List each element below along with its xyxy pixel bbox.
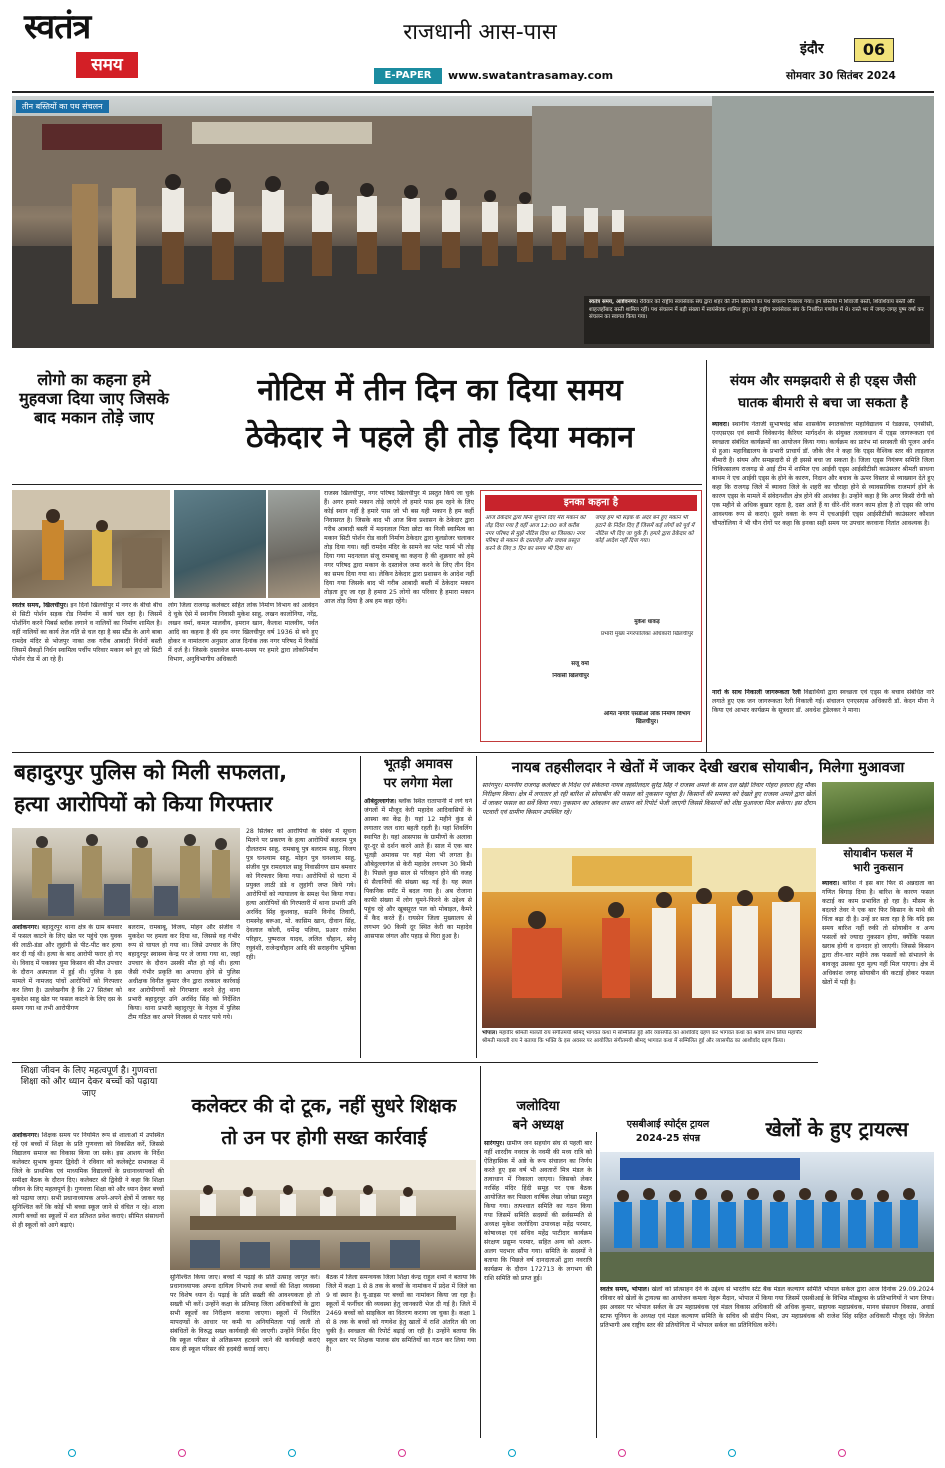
story3-photo-police-art [12,828,240,920]
story7-headline-l2: बने अध्यक्ष [512,1117,564,1133]
story8-vrule [596,1132,597,1438]
epaper-label: E-PAPER [374,68,442,84]
story1-quote-2-name: मुकेश धाकड़ [634,619,660,625]
story5-sub-l2: भारी नुकसान [852,862,904,875]
story4-column [364,758,472,1058]
page-number-box [854,38,894,62]
story1-side-head: लोगो का कहना हमे मुहवजा दिया जाए जिसके बाद मकान तोड़े जाए [19,370,169,428]
story2-sub [712,689,934,739]
story5-photo-bhagwat-art [482,848,816,1028]
story6-photo-meeting-art [170,1160,476,1270]
story1-headline-l1: नोटिस में तीन दिन का दिया समय [257,373,623,408]
story6-col1 [12,1132,164,1438]
story2-headline-l2: घातक बीमारी से बचा जा सकता है [738,394,908,411]
story1-quote-1-name: संजू वर्मा [571,661,589,667]
print-registration-marks [12,1448,934,1458]
top-photo-rss-march [12,96,934,348]
story3-photo-police [12,828,240,920]
website-link[interactable]: www.swatantrasamay.com [448,69,614,82]
story1-quote-box [480,490,702,742]
story2-text: स्थानीय नेताजी सुभाषचंद्र बोस शासकीय स्नातकोत्तर महाविद्यालय में रेडक्रास, एनसीसी, एनएसएस एवं स्वामी विवेकानंद कैरियर मार्गदर्शन के संयुक्त तत्वावधान में एड्स जागरूकता एवं स्वच्छता संबंधित कार्यक्रमों का आयोजन किया गया। कार्यक्रम का प्रारंभ मां सरस्वती की पूजन अर्चन से हुआ। महाविद्यालय के प्रभारी प्राचार्य डॉ. जौके जैन ने कहा कि एड्स वैश्विक स्तर की लाइलाज बीमारी है। संयम और समझदारी से ही इससे बचा जा सकता है। जिला एड्स नियंत्रण समिति जिला चिकित्सालय राजगढ़ से आई टीम में शामिल एच आईवी एड्स आईसीटीसी काउंसलर श्रीमती साधना बाथम ने एच आईवी एड्स के होने के कारण, निदान और बचाव के ऊपर विस्तार से व्याख्यान देते हुए कहा कि राजगढ़ जिले में ब्यावरा जिले के शहरी का चौराहा होने से व्यावसायिक राजमार्ग होने के कारण एड्स के मामले में संवेदनशील क्षेत्र होने की आशंका है। उन्होंने कहा है कि अगर किसी रोगी को एक महीने से अधिक बुखार रहता है, दस्त आते हैं या धीरे-धीरे वजन काम होता है तो एड्स की जांच आवश्यक रूप से कराएं। दूसरे वक्ता के रूप में एचआईवी एड्स आईसीटीसी काउंसलर कौशल चौपतोलिया ने भी यौन रोगों पर कहा कि इनका सही समय पर उपचार करवाना नितांत आवश्यक है। [712,421,934,527]
story6-col1-text: शिक्षक समय पर नियमित रूप से शालाओं में उपस्थित रहें एवं बच्चों में शिक्षा के प्रति गुणवत्ता को विकसित करें, जिससे विद्यालय समाज का विकास किया जा सके। इस आशय के निर्देश कलेक्टर सुभाष कुमार द्विवेदी ने रविवार को कलेक्ट्रेट सभाकक्ष में जिले के प्राथमिक एवं माध्यमिक विद्यालयों के प्रधानाध्यापकों की समीक्षा बैठक के दौरान दिए। कलेक्टर श्री द्विवेदी ने कहा कि शिक्षा जीवन के लिए महत्वपूर्ण है। गुणवत्ता शिक्षा को और ध्यान देकर बच्चों को पढ़ाया जाए। सभी प्रधानाध्यापक अपने-अपने क्षेत्रों में जाकर यह सुनिश्चित करें कि कोई भी बच्चा स्कूल जाने से वंचित न रहे। शाला त्यागी बच्चों का स्कूलों में शत प्रतिशत प्रवेश कराएं। सीमित संसाधनों से ही स्कूलों को आगे बढ़ाएं। [12,1132,164,1229]
story1-quote-2-role: प्रभारी मुख्य नगरपालिका अधिकारी खिलचीपुर [600,631,694,637]
top-photo-caption-text: रविवार को राष्ट्रीय स्वयंसेवक संघ द्वारा शहर की तीन बस्तियों का पथ संचलन निकाला गया। इन बस्तियों में शिवाजी बस्ती, शिवशिवाय बस्ती और शाहजहाँबाद बस्ती शामिल रहीं। पथ संचलन में बड़ी संख्या में स्वयंसेवक शामिल हुए। जो राष्ट्रीय स्वयंसेवक संघ के निर्धारित गणवेश में थे। रास्ते भर में जगह-जगह पुष्प वर्षा कर संचलन का स्वागत किया गया। [589,299,924,321]
story1-photo-women [12,490,170,598]
logo [24,8,164,78]
story1-col3: राजस्व खिलचीपुर, नगर परिषद खिलचीपुर में प्रस्तुत किये जा चुके हैं। अगर हमारे मकान तोड़े जाएंगे तो हमारे पास हम रहने के लिए कोई स्थान नहीं है हमारे पास जो भी बस यही मकान है हम कहीं निवासरत है। जिसके बाद भी आज बिना प्रशासन के ठेकेदार द्वारा गरीब आबादी बस्ती में मदनलाल पिता छोटा का निजी स्वामित्व का मकान सिटी पोर्शन रोड वाली निर्माण ठेकेदार द्वारा बुलडोजर चलाकर तोड़ दिया गया। वहीं रामदेव मंदिर के सामने का प्लेट फार्म भी तोड़ दिया गया मदनलाल संजू रामबाबू का कहना है की शुक्रवार को हमे नगर परिषद द्वारा मकान के दस्तावेज जमा करने के लिए तीन दिन का समय दिया गया था। लेकिन ठेकेदार द्वारा प्रशासन के आदेश नहीं दिया गया जिसके बाद भी गरीब आबादी बस्ती में ठेकेदार मकान तोड़ता हुए जा रहा है हमारा 25 लोगो का परिवार है हमारा मकान आज तोड़ दिया है अब हम कहा रहेंगे। [324,490,474,605]
story5-body [482,782,816,844]
story3-col1 [12,924,122,1058]
story3-headline-l2: हत्या आरोपियों को किया गिरफ्तार [14,792,273,816]
logo-bottom-box [76,52,138,78]
story4-lead: औबेदुल्लागंज। [364,797,397,805]
story1-quote-title: इनका कहना है [485,495,697,511]
story8-photo-group [600,1152,934,1282]
registration-marks-art [12,1448,934,1458]
masthead-rule [12,91,934,93]
story1-quote-1-role: निवासी खिलचीपुर [552,673,589,679]
story1-photo-women-art [12,490,170,598]
story6-col2: सुनिश्चित किया जाए। बच्चों में पढ़ाई के प्रति उत्साह जागृत करें। प्रधानाध्यापक अपना दायित्व निभाये तथा बच्चों की शिक्षा व्यवस्था पर विशेष ध्यान दें। पढ़ाई के प्रति सख्ती की आवश्यकता हो तो सख्ती भी करें। उन्होंने कक्षा के प्रतिमाह जिला अधिकारियों के द्वारा सभी स्कूलों का निरीक्षण कराया जाएगा। स्कूलों में निर्धारित मापदण्डों के आधार पर कमी या अनियमितता पाई जाती तो संबंधितों के विरुद्ध सख्त कार्यवाही की जाएगी। उन्होंने निर्देश दिए कि स्कूल परिसर से अतिक्रमण हटवाये जाने की कार्यवाही कराएं साथ ही स्कूल परिसर की हदबंदी कराई जाए। [170,1274,320,1353]
story6-side-head: शिक्षा जीवन के लिए महत्वपूर्ण है। गुणवत्ता शिक्षा को और ध्यान देकर बच्चों को पढ़ाया जाए [20,1066,158,1099]
story7-vrule [480,1066,481,1438]
story6-headline-l1: कलेक्टर की दो टूक, नहीं सुधरे शिक्षक [191,1095,457,1117]
story5-photo-caption-lead: भोपाल। [482,1030,498,1036]
story5-headline: नायब तहसीलदार ने खेतों में जाकर देखी खराब सोयाबीन, मिलेगा मुआवजा [511,760,905,776]
story5-sub-lead: ब्यावरा। [822,880,840,888]
story5-sub-column [822,848,934,1128]
story2-vrule [706,360,707,752]
story7-lead: सारंगपुर। [484,1139,505,1147]
story8-kicker-l1: एसबीआई स्पोर्ट्स ट्रायल [626,1119,710,1130]
row2-rule [12,752,934,753]
section-title: राजधानी आस-पास [403,20,557,45]
story1-quote-1: आज ठेकेदार द्वारा बिना सूचना दिए मेरा मकान को तोड़ दिया गया है वहीं आज 12:00 बजे करीब नगर परिषद से मुझे नोटिस दिया था जिसका। नगर परिषद से मकान के दस्तावेज़ और जवाब प्रस्तुत करने के लिए 3 दिन का समय भी दिया था। [485,515,586,553]
story8-body [600,1286,934,1438]
story1-photo-demolition-1 [174,490,266,598]
story6-col3: बैठक में जिला समन्वयक जिला शिक्षा केन्द्र राहुल शर्मा ने बताया कि जिले में कक्षा 1 से 8 तक के बच्चों के नामांकन में प्रदेश में जिले का 9 वां स्थान है। यू-डाइस पर बच्चों का नामांकन किया जा रहा है। स्कूलों में फर्नीचर की व्यवस्था हेतु जानकारी भेज दी गई है। जिले में 2469 बच्चों को साइकिल का वितरण कराया जा चुका है। कक्षा 1 से 8 तक के बच्चों को गणवेश हेतु खातों में राशि अंतरित की जा चुकी है। स्वच्छता की रिपोर्ट बढ़ाई जा रही है। उन्होंने बताया कि स्कूल स्तर पर शिक्षक पालक संघ समितियों का गठन कर लिया गया है। [326,1274,476,1353]
story8-photo-group-art [600,1152,934,1282]
story1-col2: लोग जिला राजगढ़ कलेक्टर सहित लोक निर्माण विभाग को आवेदन दे चुके ऐसे में स्थानीय निवासी मुकेश साहू, लखन कालोनिया, नरेंद्र, लखन वर्मा, कमल मालवीय, इमरान खान, कैलाश मालवीय, पर्वत आदि का कहना है की हम नगर खिलचीपुर वर्ष 1936 से बने हुए होकर व नामांतरण अनुसार आज दिनांक तक नगर परिषद में रिकॉर्ड में दर्ज है। जिसके दस्तावेज समय-समय पर हमारे द्वारा लोकनिर्माण विभाग, अनुविभागीय अधिकारी [168,602,318,663]
story7-text: ग्रामीण जन सहयोग संघ से पहली बार नहीं शारदीय नवरात्र के नवमी की मध्य रात्रि को ऐतिहासिक में अष्ठे के रूप संचालन का निर्णय करते हुए इस वर्ष भी अवतारों मित्र मंडल के तत्वाधान में निकाला जाएगा। जिसको लेकर नरसिंह मंदिर हिंदी समूह पर एक बैठक आयोजित कर पिछला वार्षिक लेखा जोखा प्रस्तुत किया गया। तत्पश्चात समिति का गठन किया गया जिसमें समिति सदस्यों की सर्वसम्मति से अध्यक्ष मुकेश जलोदिया उपाध्यक्ष महेंद्र परमार, कोषाध्यक्ष एवं सचिव महेंद्र पाटीदार कार्यक्रम संरक्षण प्रद्युम्न परमार, सहित अन्य को अलग-अलग पदभार सौंपा गया। समिति के सदस्यों ने बताया कि पिछले वर्ष दानदाताओं द्वारा नवरात्रि कार्यक्रम के दौरान 172713 के लगभग की राशि समिति को प्राप्त हुई। [484,1139,592,1282]
story5-sub-l1: सोयाबीन फसल में [843,848,913,860]
story8-lead: स्वतंत्र समय, भोपाल। [600,1286,650,1293]
story7-body [484,1140,592,1432]
story2-lead: ब्यावरा। [712,421,730,429]
story5-sub-text: बारिश ने इस बार फिर से अन्नदाता का गणित बिगाड़ दिया है। बारिश के कारण फसल कटाई का काम प्रभावित हो रहा है। मौसम के बदलते तेवर ने एक बार फिर किसान के माथे की चिंता बढ़ा दी है। उन्हें डर सता रहा है कि यदि इस समय बारिश नहीं रुकी तो सोयाबीन व अन्य फसलों को ज्यादा नुकसान होगा, क्योंकि फसल खराब होगी व दानदार हो जाएगी। जिससे किसान द्वारा तीन-चार महीने तक फसलों को संभालने के बावजूद उसका पूरा मूल्य नहीं मिल पाएगा। क्षेत्र में अधिकांश जगह सोयाबीन की कटाई होकर फसल खेतों में पड़ी है। [822,880,934,986]
page-number: 06 [862,40,886,59]
story2-sub-head: नारों के साथ निकाली जागरूकता रैली [712,689,801,697]
story2-column [712,360,934,752]
story1-headline-box [180,360,700,480]
story5-sub-body [822,880,934,1120]
top-photo-caption-box [584,296,930,344]
top-photo-tag: तीन बस्तियों का पथ संचलन [16,100,109,113]
story8-kicker-l2: 2024-25 संपन्न [635,1133,701,1144]
story1-divider [12,484,702,485]
story3-col2: बलराम, रामबाबू, विजय, मोहन और संजीव ने मुकदेश पर हमला कर दिया था, जिससे वह गंभीर रूप से घायल हो गया था। जिसे उपचार के लिए बहादुरपुर स्वास्थ्य केन्द्र पर ले जाया गया था, जहां उपचार के दौरान उसकी मौत हो गई थी। हत्या जैसी गंभीर प्रकृति का अपराध होने से पुलिस अधीक्षक विनीत कुमार जैन द्वारा तत्काल कार्रवाई कर आरोपीगणों को गिरफ्तार करने हेतु थाना प्रभारी बहादुरपुर उनि अरविंद सिंह को निर्देशित किया। थाना प्रभारी बहादुरपुर के नेतृत्व में पुलिस टीम गठित कर अपने निजस्व से पतार पाये गये। [128,924,240,1021]
city-badge [800,38,908,62]
story2-sub-text: विद्यार्थियों द्वारा स्वच्छता एवं एड्स के बचाव संबंधित नारे लगाते हुए एक जन जागरूकता रैली निकाली गई। संचालन एनएसएस अधिकारी डॉ. केदन मीना ने किया एवं आभार कार्यक्रम के सूत्रधार डॉ. अवधेश टुंडेलकर ने माना। [712,689,934,714]
story6-headline-l2: तो उन पर होगी सख्त कार्रवाई [221,1127,427,1149]
story1-quote-2: जगह हम भी सड़क के अंदर बने हुए मकान भी हटाने के निर्देश दिए हैं जिसमें कई लोगों को पूर्व में नोटिस भी दिए जा चुके हैं। हमारे द्वारा ठेकेदार को कोई आदेश नहीं दिया गया। [595,515,695,545]
story3-col1-text: बहादुरपुर थाना क्षेत्र के ग्राम बमवार में फसल काटने के लिए खेत पर पहुंचे एक युवक की लाठी-डंडा और लुहांगी से पीट-पीट कर हत्या कर दी गई थी। हत्या के बाद आरोपी फरार हो गए थे। विवाद में पकाका घुमा किसान की मौत उपचार के दौरान अस्पताल में हुई थी। पुलिस ने इस मामले में नामजद पांचों आरोपियों को गिरफ्तार कर लिया है। उल्लेखनीय है कि 27 सितंबर को मुकदेश साहू खेत पर फसल काटने के लिए दस के समय गया था तभी आरोपीगण [12,924,122,1012]
story7-column [484,1100,592,1440]
story4-text: ब्लॉक स्थित रातापानी में लगे घने जंगलों में मौजूद केरी महादेव आदिवासियों के आस्था का केंद्र है। यहां 12 महीने कुंड से लगातार जल धारा बहती रहती है। यहां शिवलिंग स्थापित है। यहां आसपास के ग्रामीणों के अलावा दूर-दूर से दर्शन करने आते हैं। साल में एक बार भूतड़ी अमावस पर यहां मेला भी लगता है। औबेदुल्लागंज से केरी महादेव लगभग 30 किमी है। पिछले कुछ साल से परिवहन होने की वजह से सैलानियों की संख्या बढ़ गई है। यह स्थल पिकनिक स्पॉट में बदल गया है। अब रोजाना काफी संख्या में लोग घूमने-फिरने के उद्देश्य से पहुंच रहे और खूबसूरत पल को मोबाइल, कैमरे में कैद करते हैं। रायसेन जिला मुख्यालय से लगभग 90 किमी दूर स्थित केरी का महादेव आसपास जंगल और पहाड़ से घिरा हुआ है। [364,797,472,940]
logo-top: स्वतंत्र [24,7,91,47]
story4-headline-l2: पर लगेगा मेला [383,775,453,791]
date-line: सोमवार 30 सितंबर 2024 [786,70,896,82]
story4-vrule [360,756,361,1058]
story4-headline-l1: भूतड़ी अमावस [383,757,453,772]
story5-photo-caption [482,1030,816,1058]
story8-headline: खेलों के हुए ट्रायल्स [765,1117,909,1141]
story7-headline-l1: जलोदिया [516,1099,560,1114]
story1-quote-3-name: अमित नागोरे एसडीओ लोक निर्माण विभाग खिलचीपुर। [603,711,691,725]
story5-photo-bhagwat-katha [482,848,816,1028]
story8-text: खेलों को प्रोत्साहन देने के उद्देश्य से भारतीय स्टेट बैंक मंडल कल्याण समिति भोपाल सर्कल द्वारा आज दिनांक 29.09.2024 रविवार को खेलों के ट्रायल्स का आयोजन कमला नेहरू मैदान, भोपाल में किया गया जिसमें एसबीआई के विभिन्न मॉड्यूल्स के प्रतिभागियों ने भाग लिया। इस अवसर पर भोपाल सर्कल के उप महाप्रबंधक एवं मंडल विकास अधिकारी श्री अधिक कुमार, सहायक महाप्रबंधक, मानव संसाधन विकास, अवार्ड स्टाफ यूनियन के अध्यक्ष एवं मंडल कल्याण समिति के सचिव श्री संदीप मिश्रा, उप महाप्रबंधक श्री राजेश सिंह सहित अधिकारी मौजूद रहे। विजेता प्रतिभागी अब राष्ट्रीय स्तर की प्रतियोगिता में भोपाल सर्कल का प्रतिनिधित्व करेंगे। [600,1286,934,1329]
story6-lead: अशोकनगर। [12,1132,40,1139]
top-photo-caption [589,299,925,322]
story2-headline-l1: संयम और समझदारी से ही एड्स जैसी [730,373,916,389]
story3-lead: अशोकनगर। [12,924,40,931]
story6-photo-meeting [170,1160,476,1270]
masthead [0,0,945,92]
story5-photo-field [822,782,934,844]
story4-body [364,798,472,1050]
top-photo-caption-lead: स्वतंत्र समय, आष्टेवनगर। [589,299,638,305]
story1-photo-demolition-2 [268,490,320,598]
story3-col3: 28 सितंबर को आरोपियों के संबंध में सूचना मिलने पर प्रकरण के हत्या आरोपियों बलराम पुत्र दौलतराम साहू, रामबाबू पुत्र बलराम साहू, विजय पुत्र घनश्याम साहू, मोहन पुत्र घनश्याम साहू, संजीव पुत्र रामदयाल साहू निवासीगण ग्राम बमवार को गिरफ्तार किया गया। आरोपियों से घटना में प्रयुक्त लाठी डंडे व लुहांगी जप्त किये गये। आरोपियों को न्यायालय के समक्ष पेश किया गया। हत्या आरोपियों की गिरफ्तारी में थाना प्रभारी उनि अरविंद सिंह कुशवाह, सउनि विनोद तिवारी, रामस्नेह बरूआ, मो. कासिम खान, दीवान सिंह, देवलाल कोली, धर्मेन्द्र पलिया, प्रआर राजेश परिहार, पुष्पराज यादव, ललित चौहान, सोनू रघुवंशी, राजेन्द्रचौहान आदि की सराहनीय भूमिका रही। [246,828,356,961]
row3-rule [12,1062,818,1063]
city-name: इंदौर [800,41,824,57]
story2-body [712,421,934,689]
story5-vrule [476,756,477,1058]
story5-text: सारंगपुर। माननीय राजगढ़ कलेक्टर के निर्देश एवं संकेतना नायब तहसीलदार सुरेंद्र सिंह ने राजस्व अमले के साथ दल खेड़ी तिवार गोहरा हवाला हेतु मौका निरीक्षण किया। क्षेत्र में लगातार हो रही बारिश से सोयाबीन की फसल को नुकसान पहुंचा है। किसानों की समस्या को देखते हुए राजस्व अमले द्वारा खेतों में जाकर फसल का सर्वे किया गया। नुकसान का आंकलन कर शासन को रिपोर्ट भेजी जाएगी जिससे किसानों को शीघ्र मुआवजा मिल सकेगा। इस दौरान पटवारी एवं ग्रामीण किसान उपस्थित रहे। [482,782,816,816]
story3-headline-l1: बहादुरपुर पुलिस को मिली सफलता, [14,760,288,784]
story1-headline-l2: ठेकेदार ने पहले ही तोड़ दिया मकान [246,419,634,455]
story1-col1-text: इन दिनों खिलचीपुर में नगर के बीचो बीच से सिटी पोर्शन सड़क रोड निर्माण में कार्य चल रहा है। जिसमें पोर्शनिंग करने पिबर्स ब्लॉक लगाने व नालियों का निर्माण शामिल है। वहीं नालियों का कार्य तेज गति से चल रहा है बस स्टैंड के आगे बाबा रामदेव मंदिर से भोजपुर नाका तक गरीब आबादी निर्धनों बस्ती जिसमें सैकड़ों निर्धन स्वामित्व पर्चीप परिवार मकान बने हुए जो सिटी पोर्शन रोड में आ रहे हैं। [12,602,162,663]
story1-lead: स्वतंत्र समय, खिलचीपुर। [12,602,69,609]
story5-photo-caption-text: महावीर श्रीमती मालती राय संगीतमयी श्रीमद् भागवत कथा में सम्मिलित हुई और व्यासपीठ का आशीर्वाद ग्रहण कर भागवत कथा का श्रवण लाभ लिया महापौर श्रीमती मालती राय ने बताया कि भक्ति के इस अवसर पर आयोजित संगीतमयी श्रीमद् भागवत कथा में सम्मिलित हुई और व्यासपीठ का आशीर्वाद ग्रहण किया। [482,1030,803,1044]
story1-col1 [12,602,162,742]
logo-bottom: समय [91,55,123,75]
